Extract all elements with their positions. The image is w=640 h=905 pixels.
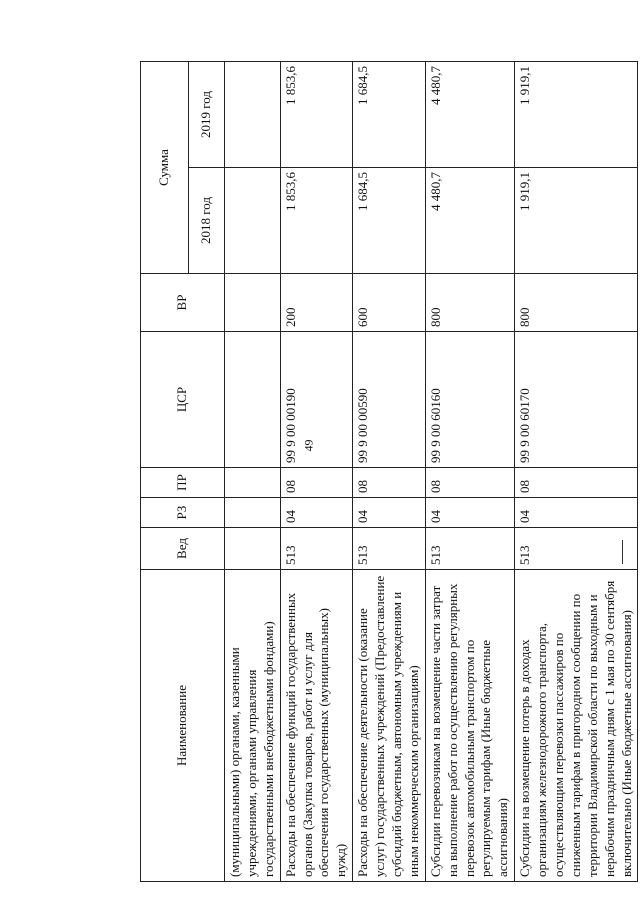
rotated-table-container (140, 62, 634, 882)
cell-rz (225, 498, 281, 528)
cell-2019 (225, 62, 281, 168)
cell-pr: 08 (280, 468, 353, 498)
cell-pr: 08 (425, 468, 514, 498)
table-row (353, 62, 426, 882)
header-pr: ПР (141, 468, 225, 498)
cell-2019: 1 684,5 (353, 62, 426, 168)
header-sum: Сумма (141, 62, 189, 274)
cell-rz: 04 (280, 498, 353, 528)
cell-vr: 200 (280, 274, 353, 332)
cell-ved: 513 (425, 528, 514, 570)
cell-csr: 99 9 00 60170 (515, 332, 638, 468)
header-vr: ВР (141, 274, 225, 332)
cell-2018: 1 919,1 (515, 168, 638, 274)
cell-2018: 1 853,6 (280, 168, 353, 274)
header-ved: Вед (141, 528, 225, 570)
scan-mark (622, 540, 623, 564)
table-row (280, 62, 353, 882)
cell-pr: 08 (353, 468, 426, 498)
cell-vr (225, 274, 281, 332)
header-csr: ЦСР (141, 332, 225, 468)
cell-ved: 513 (280, 528, 353, 570)
cell-2018: 1 684,5 (353, 168, 426, 274)
cell-csr: 99 9 00 00590 (353, 332, 426, 468)
cell-name: Расходы на обеспечение деятельности (оказание услуг) государственных учреждений (Предоставление субсидий бюджетным, автономным учреждениям и иным некоммерческим организациям) (353, 570, 426, 882)
cell-name: Расходы на обеспечение функций государственных органов (Закупка товаров, работ и услуг для обеспечения государственных (муниципальных) нужд) (280, 570, 353, 882)
cell-name: Субсидии перевозчикам на возмещение части затрат на выполнение работ по осуществлению регулярных перевозок автомобильным транспортом по регулируемым тарифам (Иные бюджетные ассигнования) (425, 570, 514, 882)
cell-csr: 99 9 00 60160 (425, 332, 514, 468)
cell-2018: 4 480,7 (425, 168, 514, 274)
cell-pr: 08 (515, 468, 638, 498)
cell-vr: 800 (425, 274, 514, 332)
header-year-2018: 2018 год (189, 168, 225, 274)
header-name: Наименование (141, 570, 225, 882)
budget-table (140, 61, 638, 882)
cell-vr: 800 (515, 274, 638, 332)
header-year-2019: 2019 год (189, 62, 225, 168)
cell-rz: 04 (425, 498, 514, 528)
cell-2018 (225, 168, 281, 274)
cell-pr (225, 468, 281, 498)
cell-2019: 1 919,1 (515, 62, 638, 168)
budget-table-sheet (140, 62, 634, 882)
cell-name: (муниципальными) органами, казенными учреждениями, органами управления государственными внебюджетными фондами) (225, 570, 281, 882)
cell-csr (225, 332, 281, 468)
header-row (141, 62, 189, 882)
cell-2019: 4 480,7 (425, 62, 514, 168)
cell-vr: 600 (353, 274, 426, 332)
table-row (225, 62, 281, 882)
cell-ved: 513 (353, 528, 426, 570)
cell-name: Субсидии на возмещение потерь в доходах организациям железнодорожного транспорта, осуществляющим перевозки пассажиров по сниженным тарифам в пригородном сообщении по территории Владимирской области по выходным и нерабочим праздничным дням с 1 мая по 30 сентября включительно (Иные бюджетные ассигнования) (515, 570, 638, 882)
page-number: 49 (301, 439, 316, 452)
cell-csr: 99 9 00 00190 (280, 332, 353, 468)
cell-rz: 04 (515, 498, 638, 528)
table-row (425, 62, 514, 882)
cell-rz: 04 (353, 498, 426, 528)
table-row (515, 62, 638, 882)
cell-2019: 1 853,6 (280, 62, 353, 168)
cell-ved (225, 528, 281, 570)
header-rz: РЗ (141, 498, 225, 528)
cell-ved: 513 (515, 528, 638, 570)
